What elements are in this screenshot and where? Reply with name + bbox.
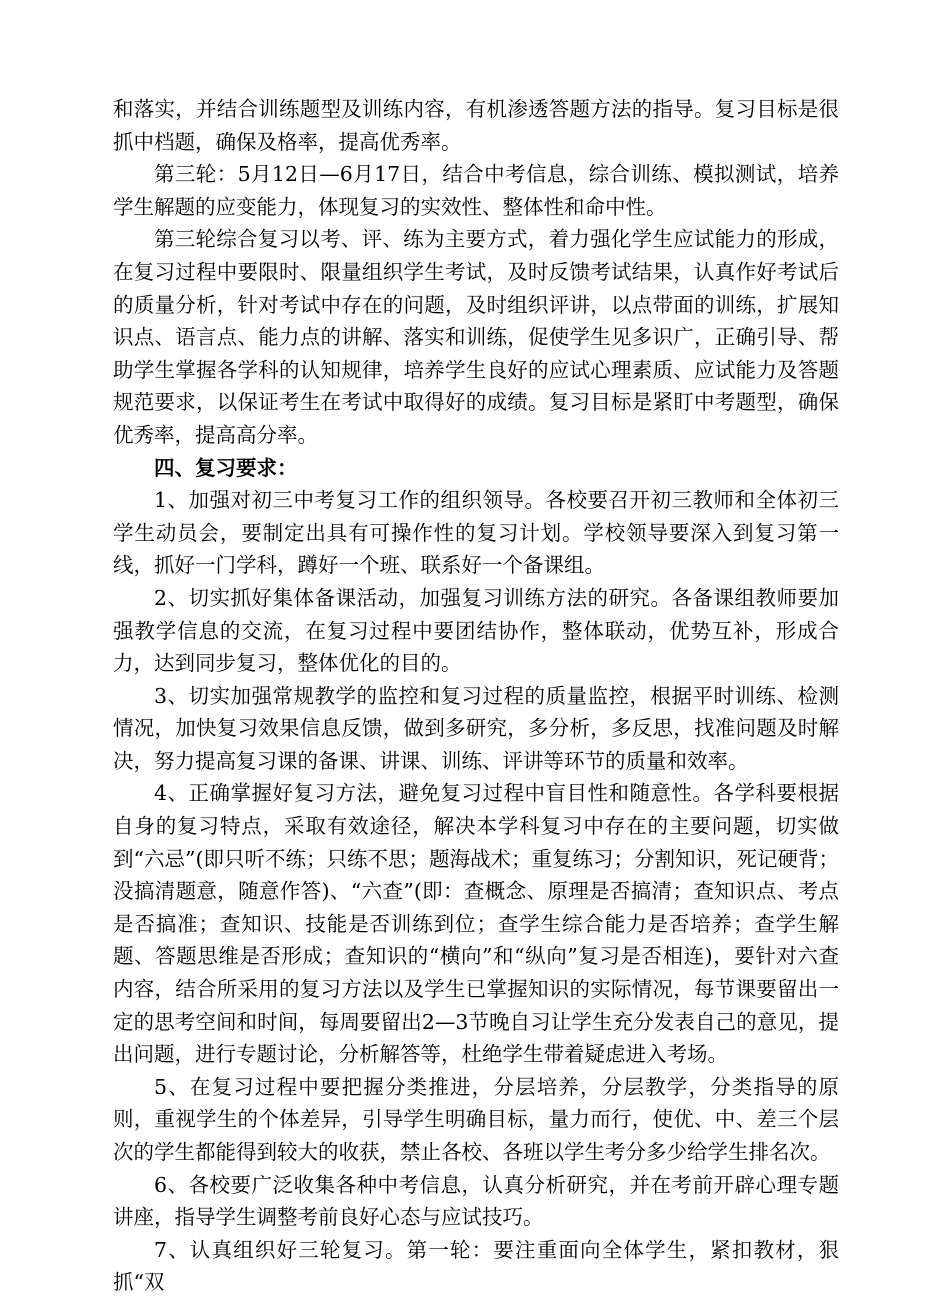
requirement-item-5: 5、在复习过程中要把握分类推进，分层培养，分层教学，分类指导的原则，重视学生的个体差异，引导学生明确目标，量力而行，使优、中、差三个层次的学生都能得到较大的收获，禁止各校、各班以学生考分多少给学生排名次。	[113, 1074, 839, 1164]
paragraph-third-round-review: 第三轮综合复习以考、评、练为主要方式，着力强化学生应试能力的形成，在复习过程中要限时、限量组织学生考试，及时反馈考试结果，认真作好考试后的质量分析，针对考试中存在的问题，及时组织评讲，以点带面的训练，扩展知识点、语言点、能力点的讲解、落实和训练，促使学生见多识广，正确引导、帮助学生掌握各学科的认知规律，培养学生良好的应试心理素质、应试能力及答题规范要求，以保证考生在考试中取得好的成绩。复习目标是紧盯中考题型，确保优秀率，提高高分率。	[113, 227, 839, 447]
requirement-item-7: 7、认真组织好三轮复习。第一轮：要注重面向全体学生，紧扣教材，狠抓“双	[113, 1237, 839, 1295]
paragraph-continuation: 和落实，并结合训练题型及训练内容，有机渗透答题方法的指导。复习目标是很抓中档题，确保及格率，提高优秀率。	[113, 97, 839, 154]
document-body	[113, 93, 839, 1299]
section-heading-requirements: 四、复习要求：	[154, 455, 298, 480]
paragraph-third-round: 第三轮：5月12日—6月17日，结合中考信息，综合训练、模拟测试，培养学生解题的应变能力，体现复习的实效性、整体性和命中性。	[113, 162, 839, 219]
requirement-item-3: 3、切实加强常规教学的监控和复习过程的质量监控，根据平时训练、检测情况，加快复习效果信息反馈，做到多研究，多分析，多反思，找准问题及时解决，努力提高复习课的备课、讲课、训练、评讲等环节的质量和效率。	[113, 683, 839, 773]
requirement-item-4: 4、正确掌握好复习方法，避免复习过程中盲目性和随意性。各学科要根据自身的复习特点，采取有效途径，解决本学科复习中存在的主要问题，切实做到“六忌”(即只听不练；只练不思；题海战术；重复练习；分割知识，死记硬背；没搞清题意，随意作答)、“六查”(即：查概念、原理是否搞清；查知识点、考点是否搞准；查知识、技能是否训练到位；查学生综合能力是否培养；查学生解题、答题思维是否形成；查知识的“横向”和“纵向”复习是否相连)，要针对六查内容，结合所采用的复习方法以及学生已掌握知识的实际情况，每节课要留出一定的思考空间和时间，每周要留出2—3节晚自习让学生充分发表自己的意见，提出问题，进行专题讨论，分析解答等，杜绝学生带着疑虑进入考场。	[113, 781, 839, 1067]
requirement-item-1: 1、加强对初三中考复习工作的组织领导。各校要召开初三教师和全体初三学生动员会，要制定出具有可操作性的复习计划。学校领导要深入到复习第一线，抓好一门学科，蹲好一个班、联系好一个备课组。	[113, 488, 839, 578]
requirement-item-6: 6、各校要广泛收集各种中考信息，认真分析研究，并在考前开辟心理专题讲座，指导学生调整考前良好心态与应试技巧。	[113, 1172, 839, 1230]
requirement-item-2: 2、切实抓好集体备课活动，加强复习训练方法的研究。各备课组教师要加强教学信息的交流，在复习过程中要团结协作，整体联动，优势互补，形成合力，达到同步复习，整体优化的目的。	[113, 585, 839, 676]
